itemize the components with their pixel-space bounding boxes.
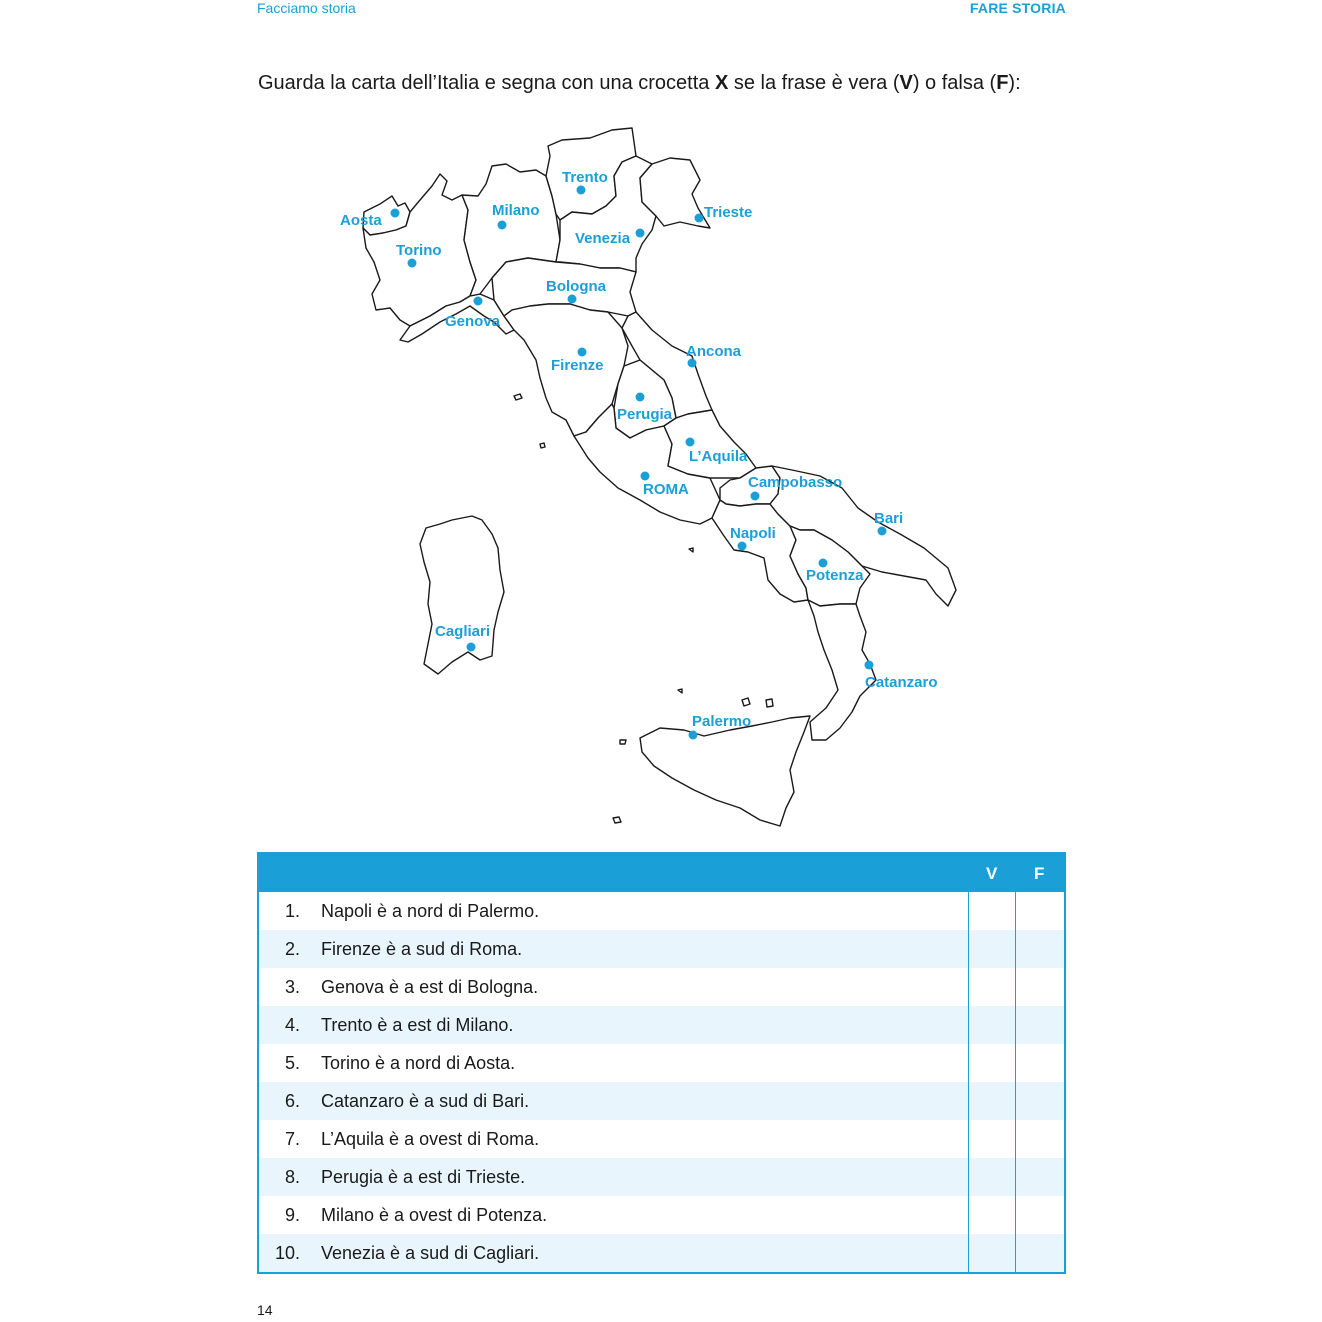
checkbox-true[interactable] xyxy=(969,930,1015,968)
checkbox-false[interactable] xyxy=(1016,1120,1062,1158)
row-number: 8. xyxy=(284,1167,300,1187)
city-label-milano: Milano xyxy=(492,202,540,219)
row-number: 2. xyxy=(284,939,300,959)
city-label-bari: Bari xyxy=(874,510,904,527)
checkbox-true[interactable] xyxy=(969,1082,1015,1120)
island-ponza xyxy=(689,548,693,552)
city-label-ancona: Ancona xyxy=(686,343,742,360)
row-statement: Perugia è a est di Trieste. xyxy=(321,1167,526,1187)
row-statement: Venezia è a sud di Cagliari. xyxy=(321,1243,540,1263)
row-statement: Genova è a est di Bologna. xyxy=(321,977,539,997)
table-row xyxy=(259,1196,1064,1234)
checkbox-false[interactable] xyxy=(1016,1158,1062,1196)
checkbox-false[interactable] xyxy=(1016,1234,1062,1272)
table-row xyxy=(259,1120,1064,1158)
city-label-catanzaro: Catanzaro xyxy=(865,674,938,691)
checkbox-false[interactable] xyxy=(1016,892,1062,930)
checkbox-true[interactable] xyxy=(969,1196,1015,1234)
checkbox-true[interactable] xyxy=(969,968,1015,1006)
column-header-true: V xyxy=(986,864,998,883)
city-dot-cagliari xyxy=(467,643,476,652)
table-header xyxy=(259,854,1064,892)
true-false-table xyxy=(257,852,1066,1274)
city-dot-milano xyxy=(498,221,507,230)
header-section-title: FARE STORIA xyxy=(969,0,1066,16)
page-number: 14 xyxy=(257,1302,273,1318)
city-label-roma: ROMA xyxy=(643,481,689,498)
checkbox-true[interactable] xyxy=(969,1158,1015,1196)
row-statement: L’Aquila è a ovest di Roma. xyxy=(321,1129,540,1149)
city-dot-palermo xyxy=(689,731,698,740)
city-label-aosta: Aosta xyxy=(340,212,382,229)
table-row xyxy=(259,1158,1064,1196)
italy-regions xyxy=(363,128,956,826)
row-statement: Milano è a ovest di Potenza. xyxy=(321,1205,548,1225)
city-label-trieste: Trieste xyxy=(704,204,753,221)
checkbox-false[interactable] xyxy=(1016,1082,1062,1120)
city-label-firenze: Firenze xyxy=(551,357,604,374)
city-dot-napoli xyxy=(738,542,747,551)
city-dot-roma xyxy=(641,472,650,481)
table-row xyxy=(259,1234,1064,1272)
checkbox-false[interactable] xyxy=(1016,1006,1062,1044)
checkbox-true[interactable] xyxy=(969,1234,1015,1272)
region-calabria xyxy=(808,600,876,740)
city-label-trento: Trento xyxy=(562,169,608,186)
row-number: 4. xyxy=(284,1015,300,1035)
city-dot-trieste xyxy=(695,214,704,223)
city-label-bologna: Bologna xyxy=(546,278,606,295)
region-sardegna xyxy=(420,516,504,674)
table-row xyxy=(259,968,1064,1006)
row-statement: Firenze è a sud di Roma. xyxy=(321,939,523,959)
city-dot-bari xyxy=(878,527,887,536)
city-dot-firenze xyxy=(578,348,587,357)
row-number: 5. xyxy=(284,1053,300,1073)
row-number: 10. xyxy=(274,1243,300,1263)
island-ustica xyxy=(678,689,682,693)
island-pantelleria xyxy=(613,817,621,823)
island-egadi xyxy=(620,740,626,744)
city-label-campobasso: Campobasso xyxy=(748,474,843,491)
row-statement: Trento è a est di Milano. xyxy=(321,1015,514,1035)
city-label-laquila: L’Aquila xyxy=(689,448,748,465)
city-dot-aosta xyxy=(391,209,400,218)
city-label-napoli: Napoli xyxy=(730,525,776,542)
city-label-palermo: Palermo xyxy=(692,713,752,730)
city-label-potenza: Potenza xyxy=(806,567,864,584)
row-statement: Catanzaro è a sud di Bari. xyxy=(321,1091,530,1111)
table-row xyxy=(259,1006,1064,1044)
row-number: 6. xyxy=(284,1091,300,1111)
city-dot-campobasso xyxy=(751,492,760,501)
exercise-instruction: Guarda la carta dell’Italia e segna con una crocetta X se la frase è vera (V) o falsa (F): xyxy=(258,72,1021,94)
checkbox-true[interactable] xyxy=(969,1044,1015,1082)
city-dot-venezia xyxy=(636,229,645,238)
checkbox-false[interactable] xyxy=(1016,968,1062,1006)
city-label-cagliari: Cagliari xyxy=(435,623,491,640)
column-divider-v xyxy=(968,892,969,1272)
table-row xyxy=(259,930,1064,968)
table-row xyxy=(259,892,1064,930)
row-number: 3. xyxy=(284,977,300,997)
checkbox-true[interactable] xyxy=(969,1120,1015,1158)
checkbox-false[interactable] xyxy=(1016,1044,1062,1082)
island-eolie xyxy=(742,698,750,706)
table-body xyxy=(259,892,1064,1272)
column-header-false: F xyxy=(1034,864,1045,883)
row-number: 7. xyxy=(284,1129,300,1149)
row-statement: Napoli è a nord di Palermo. xyxy=(321,901,540,921)
city-dot-genova xyxy=(474,297,483,306)
checkbox-true[interactable] xyxy=(969,892,1015,930)
city-dot-bologna xyxy=(568,295,577,304)
city-dot-laquila xyxy=(686,438,695,447)
table-row xyxy=(259,1082,1064,1120)
table-row xyxy=(259,1044,1064,1082)
column-divider-f xyxy=(1015,892,1016,1272)
checkbox-false[interactable] xyxy=(1016,930,1062,968)
header-book-title: Facciamo storia xyxy=(257,0,356,16)
city-dot-catanzaro xyxy=(865,661,874,670)
row-statement: Torino è a nord di Aosta. xyxy=(321,1053,516,1073)
city-label-torino: Torino xyxy=(396,242,442,259)
row-number: 1. xyxy=(284,901,300,921)
city-dot-torino xyxy=(408,259,417,268)
region-sicilia xyxy=(640,716,810,826)
island-eolie-2 xyxy=(766,699,773,707)
island-elba xyxy=(514,394,522,400)
city-label-genova: Genova xyxy=(445,313,501,330)
city-dot-perugia xyxy=(636,393,645,402)
island-giglio xyxy=(540,443,545,448)
city-dot-trento xyxy=(577,186,586,195)
row-number: 9. xyxy=(284,1205,300,1225)
city-label-perugia: Perugia xyxy=(617,406,673,423)
city-label-venezia: Venezia xyxy=(575,230,631,247)
checkbox-true[interactable] xyxy=(969,1006,1015,1044)
checkbox-false[interactable] xyxy=(1016,1196,1062,1234)
region-abruzzo xyxy=(664,410,756,478)
